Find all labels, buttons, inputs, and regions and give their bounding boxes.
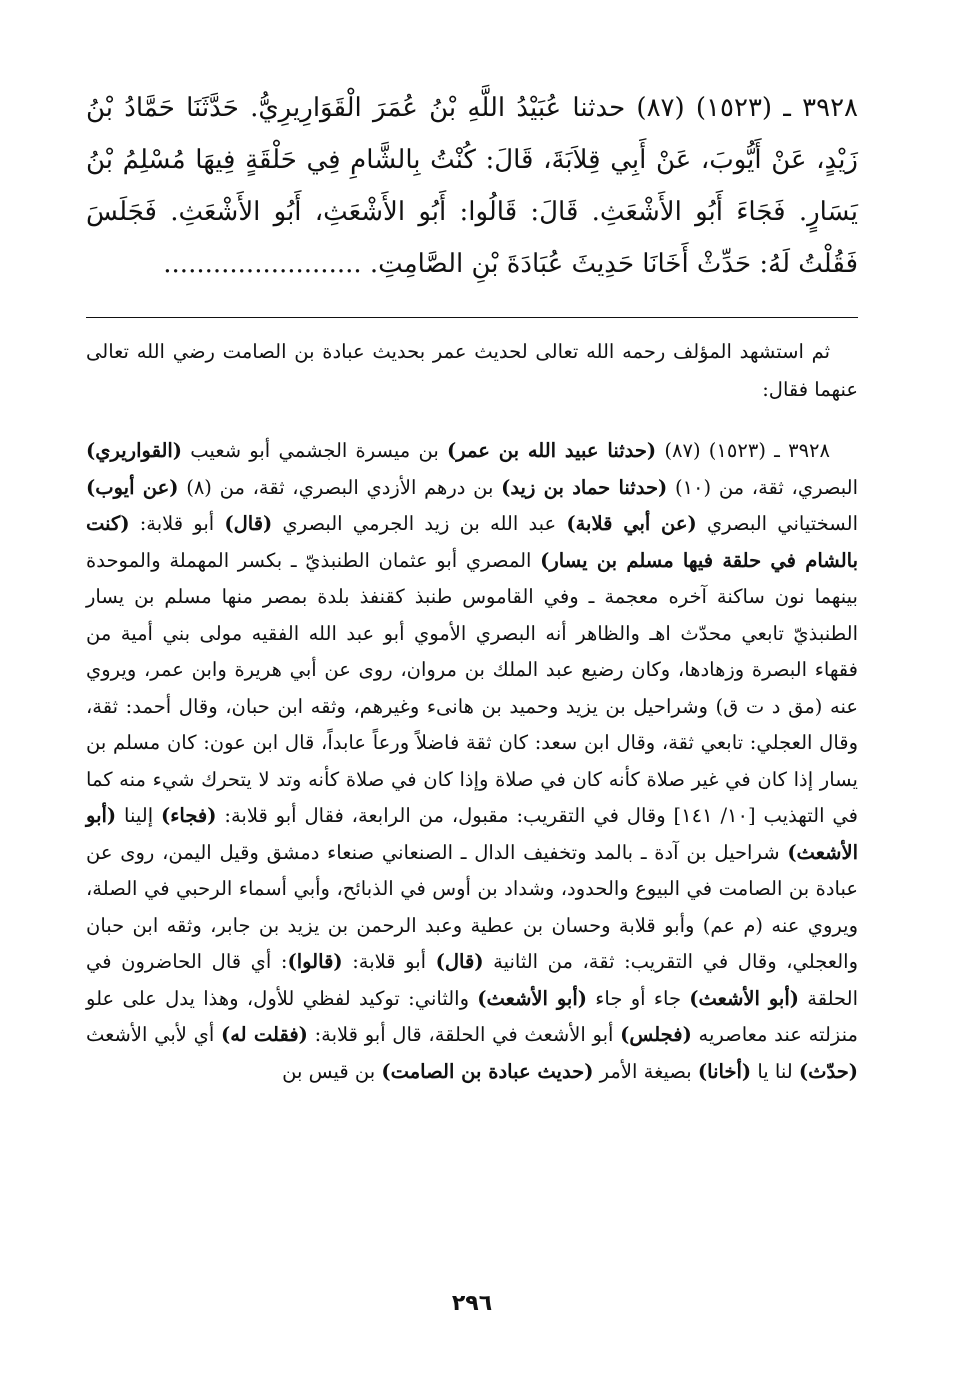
hadith-paragraph — [86, 82, 858, 290]
commentary-text: أبو قلابة: — [342, 950, 436, 973]
commentary-text: بصيغة الأمر — [593, 1059, 698, 1083]
commentary-number: ٣٩٢٨ ـ (١٥٢٣) (٨٧) — [656, 439, 831, 462]
quoted-matn: (كنت بالشام في حلقة فيها مسلم بن يسار) — [86, 512, 858, 572]
commentary-text: بن درهم الأزدي البصري، ثقة، من (٨) — [178, 475, 502, 499]
commentary-text: عبد الله بن زيد الجرمي البصري — [272, 512, 567, 535]
footnote-divider — [86, 317, 858, 318]
quoted-matn: (حدثنا حماد بن زيد) — [501, 475, 668, 499]
quoted-matn: (أبو الأشعث) — [477, 986, 587, 1010]
commentary-text: المصري أبو عثمان الطنبذيّ ـ بكسر المهملة والموحدة بينهما نون ساكنة آخره معجمة ـ وفي القاموس طنبذ كقنفذ بلدة بمصر منها مسلم بن يسار الطنبذيّ تابعي محدّث اهـ والظاهر أنه البصري الأموي أبو عبد الله الفقيه مولى بني أمية من فقهاء البصرة وزهادها، وكان رضيع عبد الملك بن مروان، روى عن أبي هريرة وابن عمر، ويروي عنه (مق د ت ق) وشراحيل بن يزيد وحميد بن هانىء وغيرهم، وثقه ابن حبان، وقال أحمد: ثقة، وقال العجلي: تابعي ثقة، وقال ابن سعد: كان ثقة فاضلاً ورعاً عابداً، قال ابن عون: كان مسلم بن يسار إذا كان في غير صلاة كأنه كان في صلاة وإذا كان في صلاة كأنه وتد لا يتحرك شيء منه كما في التهذيب [١٠/ ١٤١] وقال في التقريب: مقبول، من الرابعة، فقال أبو قلابة: — [86, 548, 858, 827]
commentary-text: بن قيس بن — [282, 1059, 382, 1083]
quoted-matn: (فجاء) — [161, 804, 217, 827]
commentary-text: بن ميسرة الجشمي أبو شعيب — [182, 439, 447, 462]
quoted-matn: (فجلس) — [620, 1023, 692, 1046]
book-page — [86, 0, 858, 1381]
commentary-text: لنا يا — [751, 1059, 799, 1083]
commentary-text: أي لأبي الأشعث — [86, 1023, 221, 1046]
quoted-matn: (أخانا) — [697, 1059, 752, 1083]
commentary-text: إلينا — [116, 804, 161, 827]
hadith-body: حدثنا عُبَيْدُ اللَّهِ بْنُ عُمَرَ الْقَوَارِيرِيُّ. حَدَّثَنَا حَمَّادُ بْنُ زَيْدٍ، عَنْ أَيُّوبَ، عَنْ أَبِي قِلاَبَةَ، قَالَ: كُنْتُ بِالشَّامِ فِي حَلْقَةٍ فِيهَا مُسْلِمُ بْنُ يَسَارٍ. فَجَاءَ أَبُو الأَشْعَثِ. قَالَ: قَالُوا: أَبُو الأَشْعَثِ، أَبُو الأَشْعَثِ. فَجَلَسَ فَقُلْتُ لَهُ: حَدِّثْ أَخَانَا حَدِيثَ عُبَادَةَ بْنِ الصَّامِتِ. ........................ — [86, 93, 858, 279]
quoted-matn: (قال) — [224, 512, 273, 535]
commentary-text: أبو الأشعث في الحلقة، قال أبو قلابة: — [307, 1023, 621, 1046]
commentary-section — [86, 333, 858, 1090]
quoted-matn: (عن أبي قلابة) — [566, 512, 697, 535]
quoted-matn: (حديث عبادة بن الصامت) — [381, 1059, 594, 1083]
hadith-number: ٣٩٢٨ ـ (١٥٢٣) (٨٧) — [636, 93, 859, 123]
hadith-text — [86, 82, 858, 290]
quoted-matn: (قالوا) — [287, 950, 343, 973]
quoted-matn: (أبو الأشعث) — [689, 986, 799, 1010]
quoted-matn: (فقلت له) — [220, 1023, 308, 1046]
commentary-text: : أي قال الحاضرون في الحلقة — [86, 950, 858, 1010]
commentary-text: البصري، ثقة، من (١٠) — [667, 475, 858, 499]
commentary-intro: ثم استشهد المؤلف رحمه الله تعالى لحديث عمر بحديث عبادة بن الصامت رضي الله تعالى عنهما فقال: — [86, 340, 858, 401]
quoted-matn: (قال) — [435, 950, 484, 973]
quoted-matn: (عن أيوب) — [86, 475, 179, 499]
commentary-text: أبو قلابة: — [129, 512, 225, 535]
quoted-matn: (حدّث) — [798, 1059, 858, 1083]
commentary-paragraph — [86, 433, 858, 1090]
commentary-text: السختياني البصري — [696, 512, 858, 535]
quoted-matn: (القواريري) — [86, 439, 183, 462]
commentary-text: جاء أو جاء — [586, 986, 690, 1010]
page-number: ٢٩٦ — [451, 1291, 493, 1316]
quoted-matn: (أبو الأشعث) — [86, 804, 858, 864]
quoted-matn: (حدثنا عبيد الله بن عمر) — [447, 439, 657, 462]
commentary-text: شراحيل بن آدة ـ بالمد وتخفيف الدال ـ الصنعاني صنعاء دمشق وقيل اليمن، روى عن عبادة بن الصامت في البيوع والحدود، وشداد بن أوس في الذبائح، وأبي أسماء الرحبي في الصلة، ويروي عنه (م عم) وأبو قلابة وحسان بن عطية وعبد الرحمن بن يزيد بن جابر، وثقه ابن حبان والعجلي، وقال في التقريب: ثقة، من الثانية — [86, 840, 858, 973]
commentary-text: والثاني: توكيد لفظي للأول، وهذا يدل على علو منزلته عند معاصريه — [86, 986, 858, 1046]
